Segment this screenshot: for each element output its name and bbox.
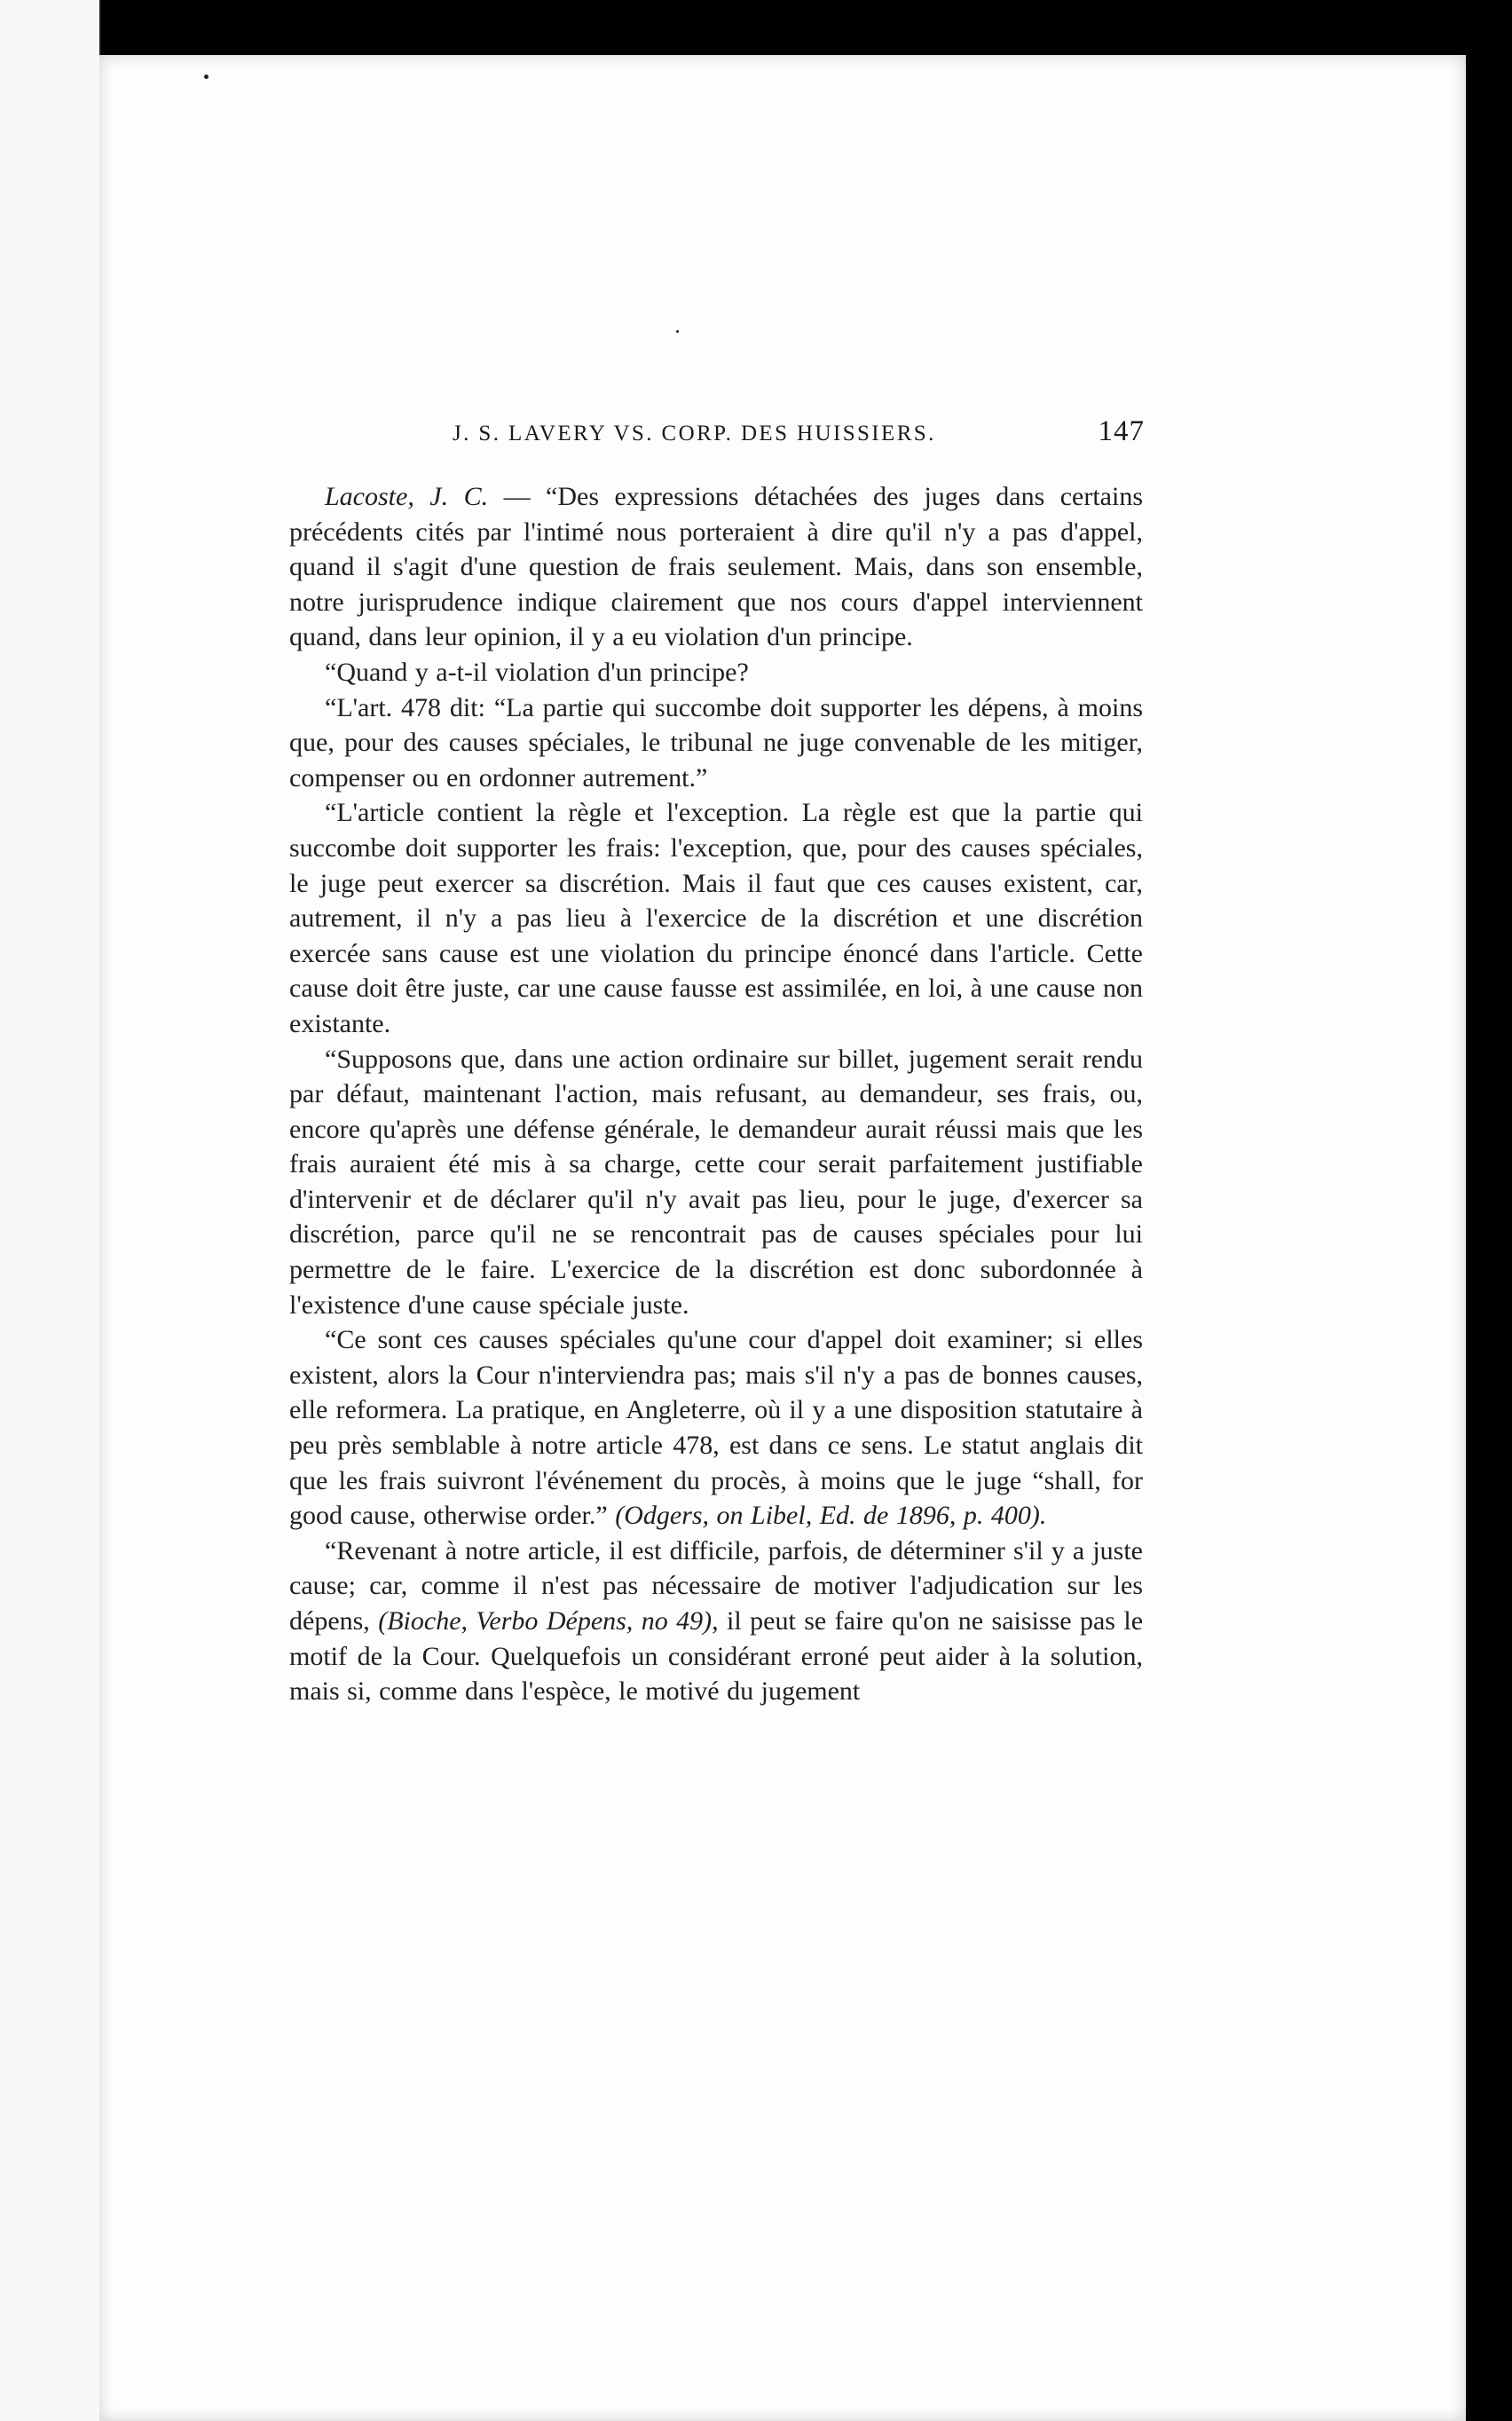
paragraph-6 xyxy=(289,1322,1143,1534)
bioche-citation: (Bioche, Verbo Dépens, no 49) xyxy=(378,1606,713,1636)
paragraph-2: “Quand y a-t-il violation d'un principe? xyxy=(325,657,749,687)
paragraph-1-text: — “Des expressions détachées des juges dans certains précédents cités par l'intimé nous porteraient à dire qu'il n'y a pas d'appel, quand il s'agit d'une question de frais seulement. Mais, dans son ensemble, notre jurisprudence indique clairement que nos cours d'appel interviennent quand, dans leur opinion, il y a eu violation d'un principe. xyxy=(289,482,1144,652)
paragraph-7-text-a: “Revenant à notre article, il est difficile, parfois, de déterminer s'il y a juste cause; car, comme il n'est pas nécessaire de motiver l'adjudication sur les dépens, xyxy=(289,1535,1143,1636)
running-header xyxy=(453,415,1145,460)
ink-speck xyxy=(676,330,679,333)
paragraph-7 xyxy=(289,1534,1143,1709)
page-number: 147 xyxy=(1098,415,1145,447)
ink-speck xyxy=(204,75,209,79)
paragraph-3: “L'art. 478 dit: “La partie qui succombe doit supporter les dépens, à moins que, pour des causes spéciales, le tribunal ne juge convenable de les mitiger, compenser ou en ordonner autrement.” xyxy=(289,692,1143,793)
paragraph-4: “L'article contient la règle et l'exception. La règle est que la partie qui succombe doit supporter les frais: l'exception, que, pour des causes spéciales, le juge peut exercer sa discrétion. Mais il faut que ces causes existent, car, autrement, il n'y a pas lieu à l'exercice de la discrétion et une discrétion exercée sans cause est une violation du principe énoncé dans l'article. Cette cause doit être juste, car une cause fausse est assimilée, en loi, à une cause non existante. xyxy=(289,798,1143,1038)
paragraph-6-text: “Ce sont ces causes spéciales qu'une cour d'appel doit examiner; si elles existent, alors la Cour n'interviendra pas; mais s'il n'y a pas de bonnes causes, elle reformera. La pratique, en Angleterre, où il y a une disposition statutaire à peu près semblable à notre article 478, est dans ce sens. Le statut anglais dit que les frais suivront l'événement du procès, à moins que le juge “shall, for good cause, otherwise order.” xyxy=(289,1325,1143,1531)
paragraph-1 xyxy=(289,479,1143,655)
running-title: J. S. LAVERY VS. CORP. DES HUISSIERS. xyxy=(453,422,936,446)
body-text xyxy=(289,479,1143,1709)
judge-name: Lacoste, J. C. xyxy=(325,482,489,511)
scan-left-margin xyxy=(0,0,101,2421)
odgers-citation: (Odgers, on Libel, Ed. de 1896, p. 400). xyxy=(615,1501,1047,1531)
paragraph-5: “Supposons que, dans une action ordinaire sur billet, jugement serait rendu par défaut, maintenant l'action, mais refusant, au demandeur, ses frais, ou, encore qu'après une défense générale, le demandeur aurait réussi mais que les frais auraient été mis à sa charge, cette cour serait parfaitement justifiable d'intervenir et de déclarer qu'il n'y avait pas lieu, pour le juge, d'exercer sa discrétion, parce qu'il ne se rencontrait pas de causes spéciales pour lui permettre de le faire. L'exercice de la discrétion est donc subordonnée à l'existence d'une cause spéciale juste. xyxy=(289,1044,1143,1320)
paragraph-7-text-b: , il peut se faire qu'on ne saisisse pas le motif de la Cour. Quelquefois un considérant erroné peut aider à la solution, mais si, comme dans l'espèce, le motivé du jugement xyxy=(289,1606,1144,1707)
